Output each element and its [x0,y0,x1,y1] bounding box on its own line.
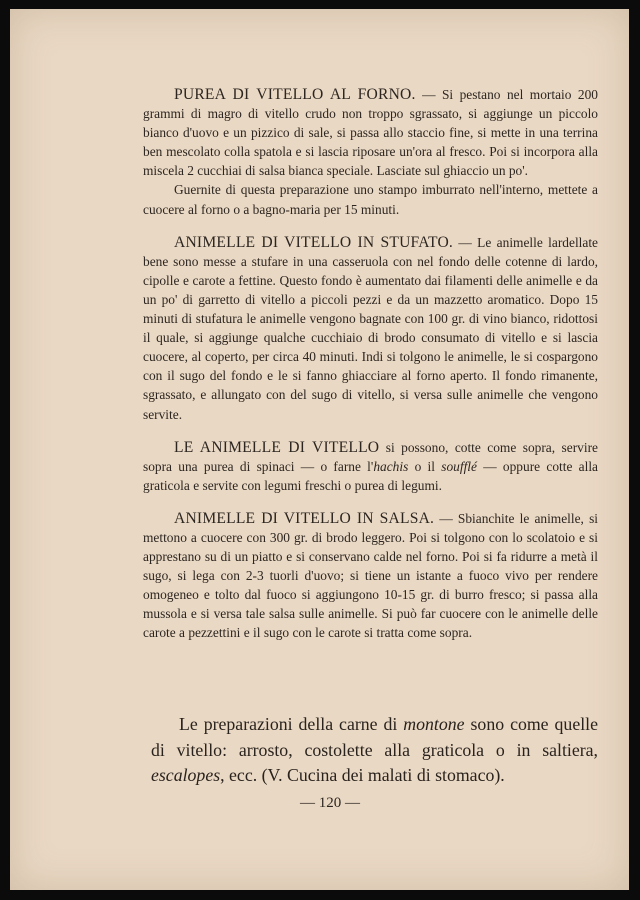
closing-note: Le preparazioni della carne di montone sono come quelle di vitello: arrosto, costolette alla graticola o in saltiera, escalopes, ecc. (V. Cucina dei malati di stomaco). [151,714,598,785]
recipe-body: — Le animelle lardellate bene sono messe a stufare in una casseruola con nel fondo delle cotenne di lardo, cipolle e carote a fettine. Questo fondo è aumentato dai filamenti delle animelle e da un po' di garretto di vitello a piccoli pezzi e da un mazzetto aromatico. Dopo 15 minuti di stufatura le animelle vengono bagnate con 100 gr. di vino bianco, ridottosi il quale, si aggiunge qualche cucchiaio di brodo consumato di vitello e si lascia cuocere, al coperto, per circa 40 minuti. Indi si tolgono le animelle, le si cospargono con il sugo del fondo e le si fanno ghiacciare al forno aperto. Il fondo rimanente, sgrassato, e allungato con del sugo di vitello, si versa sulle animelle che vengono servite. [143,234,598,422]
page-number: — 120 — [300,795,360,811]
term-escalopes: escalopes [151,765,221,785]
recipe-title: PUREA DI VITELLO AL FORNO. [174,86,416,103]
recipe-continuation: Guernite di questa preparazione uno stampo imburrato nell'interno, mettete a cuocere al forno o a bagno-maria per 15 minuti. [143,182,598,217]
recipe-body: si possono, cotte come sopra, servire sopra una purea di spinaci — o farne l' [143,439,598,474]
term-montone: montone [403,714,465,734]
recipe-body: — Si pestano nel mortaio 200 grammi di magro di vitello crudo non troppo sgrassato, si aggiunge un piccolo bianco d'uovo e un pizzico di sale, si passa allo staccio fine, si mette in una terrina ben mescolato colla spatola e si lascia riposare un'ora al fresco. Poi si incorpora alla miscela 2 cucchiai di salsa bianca speciale. Lasciate sul ghiaccio un po'. [143,87,598,179]
recipe-title: ANIMELLE DI VITELLO IN STUFATO. [174,233,453,251]
term-hachis: hachis [373,458,409,474]
recipe-body: — Sbianchite le animelle, si mettono a cuocere con 300 gr. di brodo leggero. Poi si tolgono con lo scolatoio e si apprestano su di un piatto e si conservano calde nel forno. Poi si fa ridurre a metà il sugo, si lega con 2-3 tuorli d'uovo; si tiene un istante a fuoco vivo per rendere omogeneo e tolto dal fuoco si aggiungono 10-15 gr. di burro fresco; si passa alla mussola e si versa tale salsa sulle animelle. Si può far cuocere con le animelle delle carote a pezzettini e il sugo con le carote si tratta come sopra. [143,510,598,641]
recipe-animelle: LE ANIMELLE DI VITELLO si possono, cotte come sopra, servire sopra una purea di spinaci — o farne l'hachis o il soufflé — oppure cotte alla graticola e servite con legumi freschi o purea di legumi. [143,438,598,493]
term-souffle: soufflé [441,458,477,474]
recipe-title: ANIMELLE DI VITELLO IN SALSA. [174,509,435,527]
book-page [10,9,629,890]
recipe-stufato [143,233,598,424]
recipe-purea [143,85,598,180]
recipe-salsa [143,509,598,643]
recipe-title: LE ANIMELLE DI VITELLO [174,438,380,456]
recipe-text [143,85,598,643]
